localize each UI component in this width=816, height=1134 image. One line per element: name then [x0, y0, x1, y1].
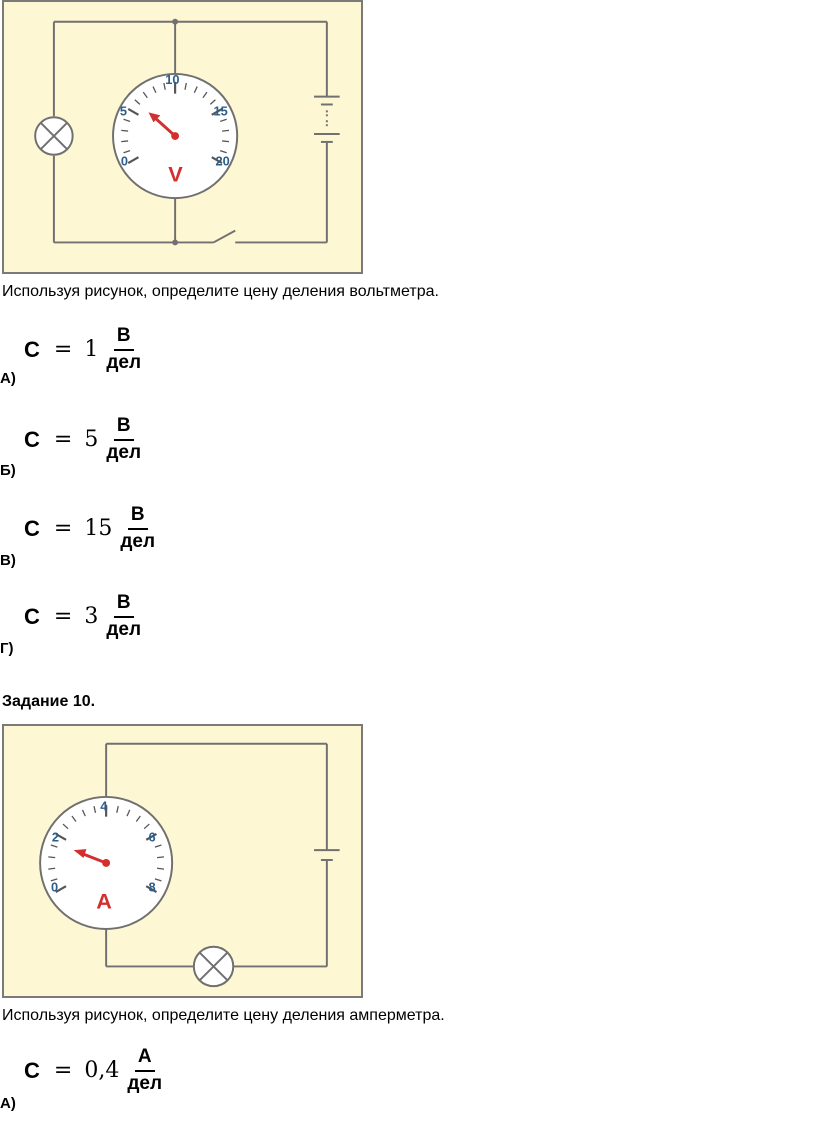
- scale-label-0: 0: [120, 153, 129, 169]
- voltmeter-circuit-diagram: [4, 2, 361, 272]
- formula-eq: =: [53, 337, 73, 363]
- scale-tick: [48, 868, 55, 869]
- scale-tick: [222, 141, 229, 142]
- scale-tick: [222, 130, 229, 131]
- scale-label-20: 20: [215, 153, 230, 169]
- formula-eq: =: [53, 516, 73, 542]
- ammeter-symbol: A: [96, 888, 112, 914]
- unit-denominator: дел: [120, 530, 156, 552]
- scale-tick: [121, 141, 128, 142]
- scale-label-10: 10: [165, 71, 180, 87]
- option-letter-v: В): [0, 552, 16, 569]
- formula-c: C: [24, 515, 40, 541]
- unit-fraction: [127, 1047, 162, 1095]
- formula-option-a: [24, 326, 141, 374]
- scale-tick: [121, 130, 128, 131]
- question-ammeter: Используя рисунок, определите цену деления амперметра.: [2, 1007, 445, 1024]
- scale-tick: [48, 857, 55, 858]
- formula-eq: =: [53, 604, 73, 630]
- unit-denominator: дел: [106, 618, 142, 640]
- voltmeter-symbol: V: [168, 161, 183, 187]
- battery-icon: [314, 850, 340, 860]
- formula-c: C: [24, 1057, 40, 1083]
- formula-c: C: [24, 603, 40, 629]
- formula-value: 15: [84, 516, 113, 542]
- needle-pivot: [171, 132, 179, 140]
- voltmeter-dial: [113, 72, 237, 198]
- formula-c: C: [24, 336, 40, 362]
- scale-label-15: 15: [213, 103, 228, 119]
- unit-fraction: [120, 505, 155, 553]
- switch-blade: [214, 231, 236, 243]
- question-voltmeter: Используя рисунок, определите цену деления вольтметра.: [2, 283, 439, 300]
- voltmeter-circuit-figure: [2, 0, 363, 274]
- battery-icon: [314, 97, 340, 142]
- formula-option-g: [24, 593, 141, 641]
- formula-option-a-task10: [24, 1047, 162, 1095]
- junction-dot-bottom: [172, 239, 178, 245]
- unit-fraction: [106, 593, 141, 641]
- formula-value: 3: [84, 604, 99, 630]
- unit-denominator: дел: [106, 351, 142, 373]
- unit-fraction: [106, 416, 141, 464]
- scale-label-0: 0: [50, 879, 59, 895]
- option-letter-a: А): [0, 370, 16, 387]
- unit-numerator: В: [128, 505, 148, 530]
- scale-label-6: 6: [148, 829, 156, 845]
- formula-c: C: [24, 426, 40, 452]
- scale-label-8: 8: [148, 879, 156, 895]
- unit-denominator: дел: [106, 441, 142, 463]
- unit-numerator: В: [114, 326, 134, 351]
- scale-label-2: 2: [51, 829, 60, 845]
- task-10-heading: Задание 10.: [2, 693, 96, 710]
- ammeter-circuit-figure: [2, 724, 363, 998]
- formula-option-b: [24, 416, 141, 464]
- formula-option-v: [24, 505, 155, 553]
- scale-tick: [157, 868, 164, 869]
- option-letter-a-task10: А): [0, 1095, 16, 1112]
- formula-eq: =: [53, 427, 73, 453]
- option-letter-g: Г): [0, 640, 14, 657]
- ammeter-dial: [40, 797, 172, 929]
- needle-pivot: [102, 859, 110, 867]
- option-letter-b: Б): [0, 462, 16, 479]
- scale-label-4: 4: [100, 798, 108, 814]
- ammeter-circuit-diagram: [4, 726, 361, 996]
- unit-numerator: А: [135, 1047, 155, 1072]
- unit-numerator: В: [114, 593, 134, 618]
- unit-numerator: В: [114, 416, 134, 441]
- formula-value: 5: [84, 427, 99, 453]
- formula-value: 0,4: [84, 1058, 120, 1084]
- unit-denominator: дел: [127, 1072, 163, 1094]
- scale-label-5: 5: [119, 103, 128, 119]
- formula-eq: =: [53, 1058, 73, 1084]
- junction-dot-top: [172, 19, 178, 25]
- lamp-icon: [35, 117, 72, 154]
- formula-value: 1: [84, 337, 99, 363]
- scale-tick: [157, 857, 164, 858]
- lamp-icon: [194, 947, 233, 986]
- unit-fraction: [106, 326, 141, 374]
